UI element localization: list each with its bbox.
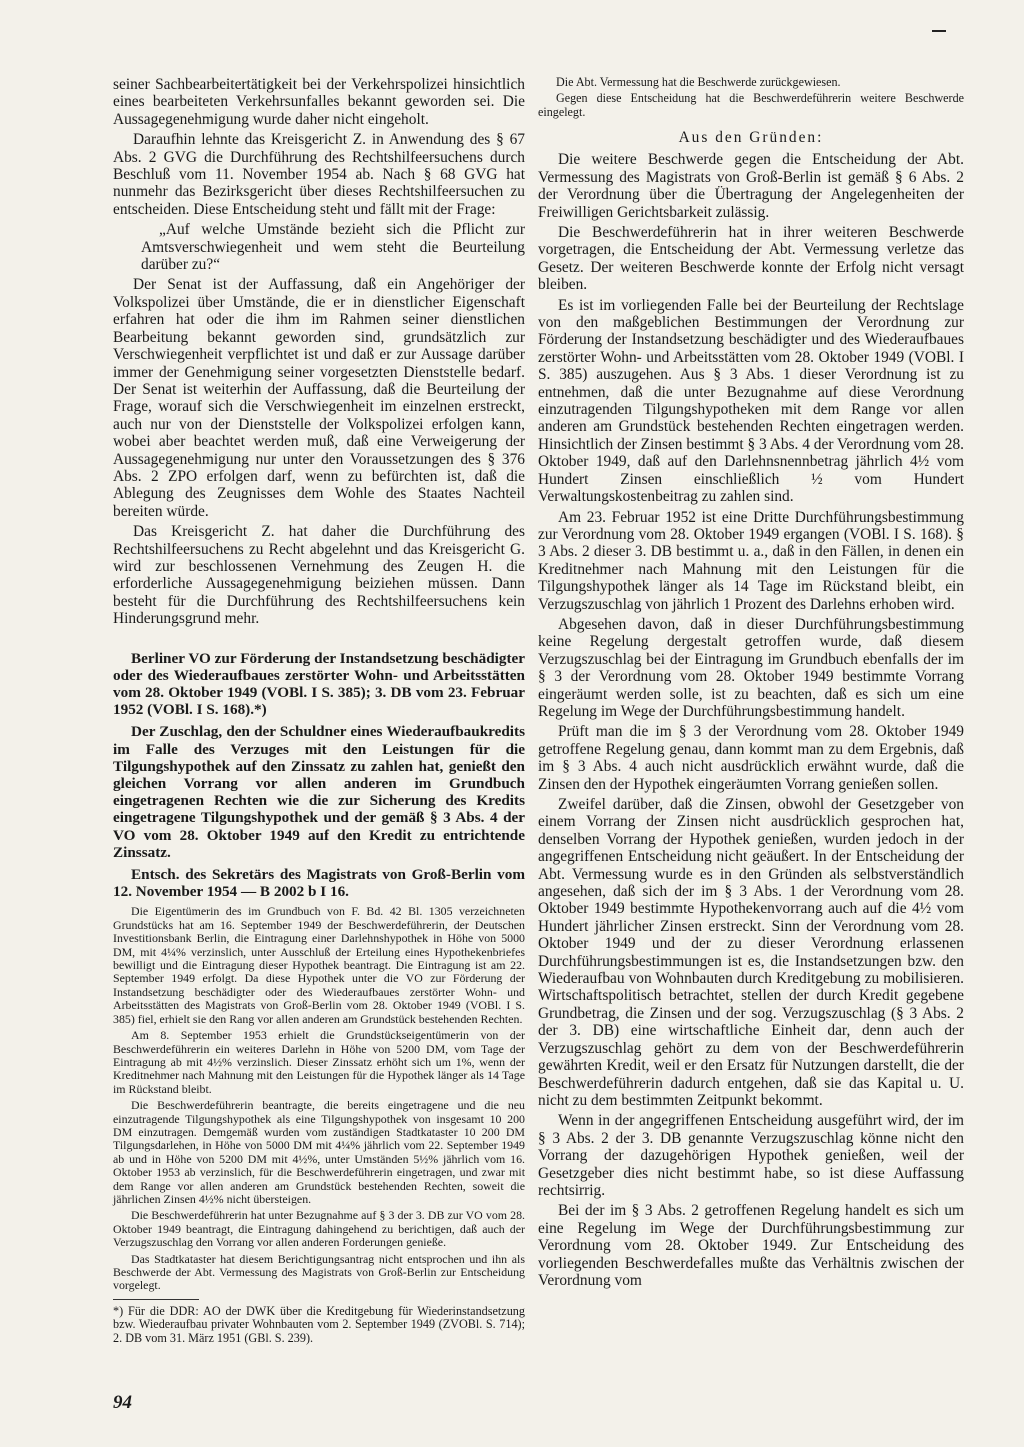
- paragraph: Am 23. Februar 1952 ist eine Dritte Durchführungsbestimmung zur Verordnung vom 28. Oktober 1949 ergangen (VOBl. I S. 168). § 3 Abs. 2 dieser 3. DB bestimmt u. a., daß in den Fällen, in denen ein Kreditnehmer nach Mahnung mit den Leistungen für die Tilgungshypothek länger als 14 Tage im Rückstand bleibt, ein Verzugszuschlag von jährlich 1 Prozent des Darlehns erhoben wird.: [538, 508, 964, 613]
- case-headnote: Der Zuschlag, den der Schuldner eines Wiederaufbaukredits im Falle des Verzuges mit den Leistungen für die Tilgungshypothek auf den Zinssatz zu zahlen hat, genießt den gleichen Vorrang vor allen anderen im Grundbuch eingetragenen Rechten wie die zur Sicherung des Kredits eingetragene Tilgungshypothek und der gemäß § 3 Abs. 4 der VO vom 28. Oktober 1949 auf den Kredit zu entrichtende Zinssatz.: [113, 723, 525, 861]
- footnote-divider: [113, 1299, 199, 1300]
- paragraph: Es ist im vorliegenden Falle bei der Beurteilung der Rechtslage von den maßgeblichen Bestimmungen der Verordnung zur Förderung der Instandsetzung beschädigter und des Wiederaufbaues zerstörter Wohn- und Arbeitsstätten vom 28. Oktober 1949 (VOBl. I S. 385) auszugehen. Aus § 3 Abs. 1 dieser Verordnung ist zu entnehmen, daß die unter Bezugnahme auf diese Verordnung einzutragenden Tilgungshypotheken mit dem Range vor allen anderen am Grundstück bestehenden Rechten eingetragen werden. Hinsichtlich der Zinsen bestimmt § 3 Abs. 4 der Verordnung vom 28. Oktober 1949, daß auf den Darlehnsnennbetrag jährlich 4½ vom Hundert Zinsen einschließlich ½ vom Hundert Verwaltungskostenbeitrag zu zahlen sind.: [538, 296, 964, 506]
- paragraph: Bei der im § 3 Abs. 2 getroffenen Regelung handelt es sich um eine Regelung im Wege der Durchführungsbestimmung zur Verordnung vom 28. Oktober 1949. Zur Entscheidung des vorliegenden Beschwerdefalles mußte das Verhältnis zwischen der Verordnung vom: [538, 1202, 964, 1289]
- section-title: Aus den Gründen:: [678, 129, 824, 147]
- facts-paragraph: Die Beschwerdeführerin beantragte, die bereits eingetragene und die neu einzutragende Tilgungshypothek als eine Tilgungshypothek von insgesamt 10 200 DM einzutragen. Demgemäß wurden vom zuständigen Stadtkataster 10 200 DM Tilgungsdarlehen, in Höhe von 5000 DM mit 4¼% jährlich vom 22. September 1949 ab und in Höhe von 5200 DM mit 4½%, unter Umständen 5½% jährlich vom 16. Oktober 1953 ab verzinslich, für die Beschwerdeführerin eingetragen, und zwar mit dem Range vor allen anderen am Grundstück bestehenden Rechten, soweit die jährlichen Zinsen 4½% nicht übersteigen.: [113, 1098, 525, 1206]
- quoted-question: „Auf welche Umstände bezieht sich die Pflicht zur Amtsverschwiegenheit und wem steht die Beurteilung darüber zu?“: [141, 221, 525, 274]
- right-column: [538, 76, 964, 1292]
- facts-paragraph: Die Abt. Vermessung hat die Beschwerde zurückgewiesen.: [556, 75, 841, 89]
- paragraph: Zweifel darüber, daß die Zinsen, obwohl der Gesetzgeber von einem Vorrang der Zinsen nicht ausdrücklich gesprochen hat, denselben Vorrang der Hypothek genießen, wurden jedoch in der angegriffenen Entscheidung nicht geäußert. In der Entscheidung der Abt. Vermessung wurde es in den Gründen als selbstverständlich angesehen, daß sich der im § 3 Abs. 1 der Verordnung vom 28. Oktober 1949 bestimmte Hypothekenvorrang auch auf die 4½ vom Hundert jährlicher Zinsen erstreckt. Sinn der Verordnung vom 28. Oktober 1949 und der zu dieser Verordnung erlassenen Durchführungsbestimmungen ist es, die Instandsetzungen bzw. den Wiederaufbau von Wohnbauten durch Kreditgebung zu mobilisieren. Wirtschaftspolitisch betrachtet, stellen der durch Kredit gegebene Grundbetrag, die Zinsen und der sog. Verzugszuschlag (§ 3 Abs. 2 der 3. DB) eine wirtschaftliche Einheit dar, denn auch der Verzugszuschlag gehört zu dem von der Beschwerdeführerin gewährten Kredit, weil er den Ersatz für Nutzungen darstellt, die der Beschwerdeführerin dadurch entgehen, daß sie das Kapital u. U. nicht zu dem bestimmten Zeitpunkt bekommt.: [538, 796, 964, 1109]
- footnote: *) Für die DDR: AO der DWK über die Kreditgebung für Wiederinstandsetzung bzw. Wiederaufbau privater Wohnbauten vom 2. September 1949 (ZVOBl. S. 714); 2. DB vom 31. März 1951 (GBl. S. 239).: [113, 1303, 525, 1345]
- facts-paragraph: Die Eigentümerin des im Grundbuch von F. Bd. 42 Bl. 1305 verzeichneten Grundstücks hat am 16. September 1949 der Beschwerdeführerin, der Deutschen Investitionsbank Berlin, die Eintragung einer Darlehnshypothek in Höhe von 5000 DM, mit 4¼% verzinslich, unter Ausschluß der Erteilung eines Hypothekenbriefes bewilligt und die Eintragung dieser Hypothek beantragt. Die Eintragung ist am 22. September 1949 erfolgt. Da diese Hypothek unter die VO zur Förderung der Instandsetzung beschädigter oder des Wiederaufbaues zerstörter Wohn- und Arbeitsstätten des Magistrats von Groß-Berlin vom 28. Oktober 1949 (VOBl. I S. 385) fiel, erhielt sie den Rang vor allen anderen am Grundstück bestehenden Rechten.: [113, 904, 525, 1026]
- facts-paragraph: Das Stadtkataster hat diesem Berichtigungsantrag nicht entsprochen und ihn als Beschwerde der Abt. Vermessung des Magistrats von Groß-Berlin zur Entscheidung vorgelegt.: [113, 1251, 525, 1293]
- paragraph: Die Beschwerdeführerin hat in ihrer weiteren Beschwerde vorgetragen, die Entscheidung der Abt. Vermessung verletze das Gesetz. Der weiteren Beschwerde konnte der Erfolg nicht versagt bleiben.: [538, 224, 964, 294]
- facts-paragraph: Am 8. September 1953 erhielt die Grundstückseigentümerin von der Beschwerdeführerin ein weiteres Darlehn in Höhe von 5200 DM, vom Tage der Eintragung ab mit 4½% verzinslich. Dieser Zinssatz erhöht sich um 1%, wenn der Kreditnehmer nach Mahnung mit den Leistungen für die Hypothek länger als 14 Tage im Rückstand bleibt.: [113, 1028, 525, 1096]
- paragraph: Daraufhin lehnte das Kreisgericht Z. in Anwendung des § 67 Abs. 2 GVG die Durchführung des Rechtshilfeersuchens durch Beschluß vom 11. November 1954 ab. Nach § 68 GVG hat nunmehr das Bezirksgericht über dieses Rechtshilfeersuchen zu entscheiden. Diese Entscheidung steht und fällt mit der Frage:: [113, 131, 525, 218]
- paragraph: Abgesehen davon, daß in dieser Durchführungsbestimmung keine Regelung dergestalt getroffen wurde, daß diesem Verzugszuschlag bei der Eintragung im Grundbuch ebenfalls der im § 3 der Verordnung vom 28. Oktober 1949 bestimmte Vorrang eingeräumt werden solle, ist zu beachten, daß es sich um eine Regelung im Wege der Durchführungsbestimmung handelt.: [538, 615, 964, 720]
- paragraph: Die weitere Beschwerde gegen die Entscheidung der Abt. Vermessung des Magistrats von Groß-Berlin ist gemäß § 6 Abs. 2 der Verordnung über die Übertragung der Angelegenheiten der Freiwilligen Gerichtsbarkeit zulässig.: [538, 151, 964, 221]
- case-citation: Entsch. des Sekretärs des Magistrats von Groß-Berlin vom 12. November 1954 — B 2002 b I 16.: [113, 866, 525, 901]
- paragraph: Prüft man die im § 3 der Verordnung vom 28. Oktober 1949 getroffene Regelung genau, dann kommt man zu dem Ergebnis, daß im § 3 Abs. 4 auch nicht ausdrücklich erwähnt wurde, daß die Zinsen den der Hypothek eingeräumten Vorrang genießen sollen.: [538, 723, 964, 793]
- facts-paragraph: Die Beschwerdeführerin hat unter Bezugnahme auf § 3 der 3. DB zur VO vom 28. Oktober 1949 beantragt, die Eintragung dahingehend zu berichtigen, daß auch der Verzugszuschlag den Vorrang vor allen anderen Forderungen genieße.: [113, 1208, 525, 1250]
- left-column: [113, 76, 525, 1346]
- paragraph: Das Kreisgericht Z. hat daher die Durchführung des Rechtshilfeersuchens zu Recht abgelehnt und das Kreisgericht G. wird zur beschlossenen Vernehmung des Zeugen H. die erforderliche Aussagegenehmigung beiziehen müssen. Dann besteht für die Durchführung des Rechtshilfeersuchens kein Hinderungsgrund mehr.: [113, 523, 525, 628]
- facts-paragraph: Gegen diese Entscheidung hat die Beschwerdeführerin weitere Beschwerde eingelegt.: [538, 90, 964, 119]
- case-heading-statute: Berliner VO zur Förderung der Instandsetzung beschädigter oder des Wiederaufbaues zerstörter Wohn- und Arbeitsstätten vom 28. Oktober 1949 (VOBl. I S. 385); 3. DB vom 23. Februar 1952 (VOBl. I S. 168).*): [113, 649, 525, 719]
- paragraph: Der Senat ist der Auffassung, daß ein Angehöriger der Volkspolizei über Umstände, die er in dienstlicher Eigenschaft erfahren hat oder die ihm im Rahmen seiner dienstlichen Bearbeitung bekannt geworden sind, grundsätzlich zur Verschwiegenheit verpflichtet ist und daß er zur Aussage darüber immer der Genehmigung seiner vorgesetzten Dienststelle bedarf. Der Senat ist weiterhin der Auffassung, daß die Beurteilung der Frage, worauf sich die Verschwiegenheit im einzelnen erstreckt, auch nur von der Dienststelle der Volkspolizei erfolgen kann, wobei aber beachtet werden muß, daß eine Verweigerung der Aussagegenehmigung nur unter den Voraussetzungen des § 376 Abs. 2 ZPO erfolgen darf, wenn zu befürchten ist, daß die Ablegung des Zeugnisses dem Wohle des Staates Nachteil bereiten würde.: [113, 276, 525, 520]
- paragraph: seiner Sachbearbeitertätigkeit bei der Verkehrspolizei hinsichtlich eines bearbeiteten Verkehrsunfalles bekannt geworden sei. Die Aussagegenehmigung wurde daher nicht eingeholt.: [113, 76, 525, 128]
- corner-mark: [932, 30, 946, 32]
- paragraph: Wenn in der angegriffenen Entscheidung ausgeführt wird, der im § 3 Abs. 2 der 3. DB genannte Verzugszuschlag könne nicht den Vorrang der dazugehörigen Hypothek genießen, weil der Gesetzgeber dies nicht bestimmt habe, so ist diese Auffassung rechtsirrig.: [538, 1112, 964, 1199]
- page-number: 94: [113, 1392, 132, 1413]
